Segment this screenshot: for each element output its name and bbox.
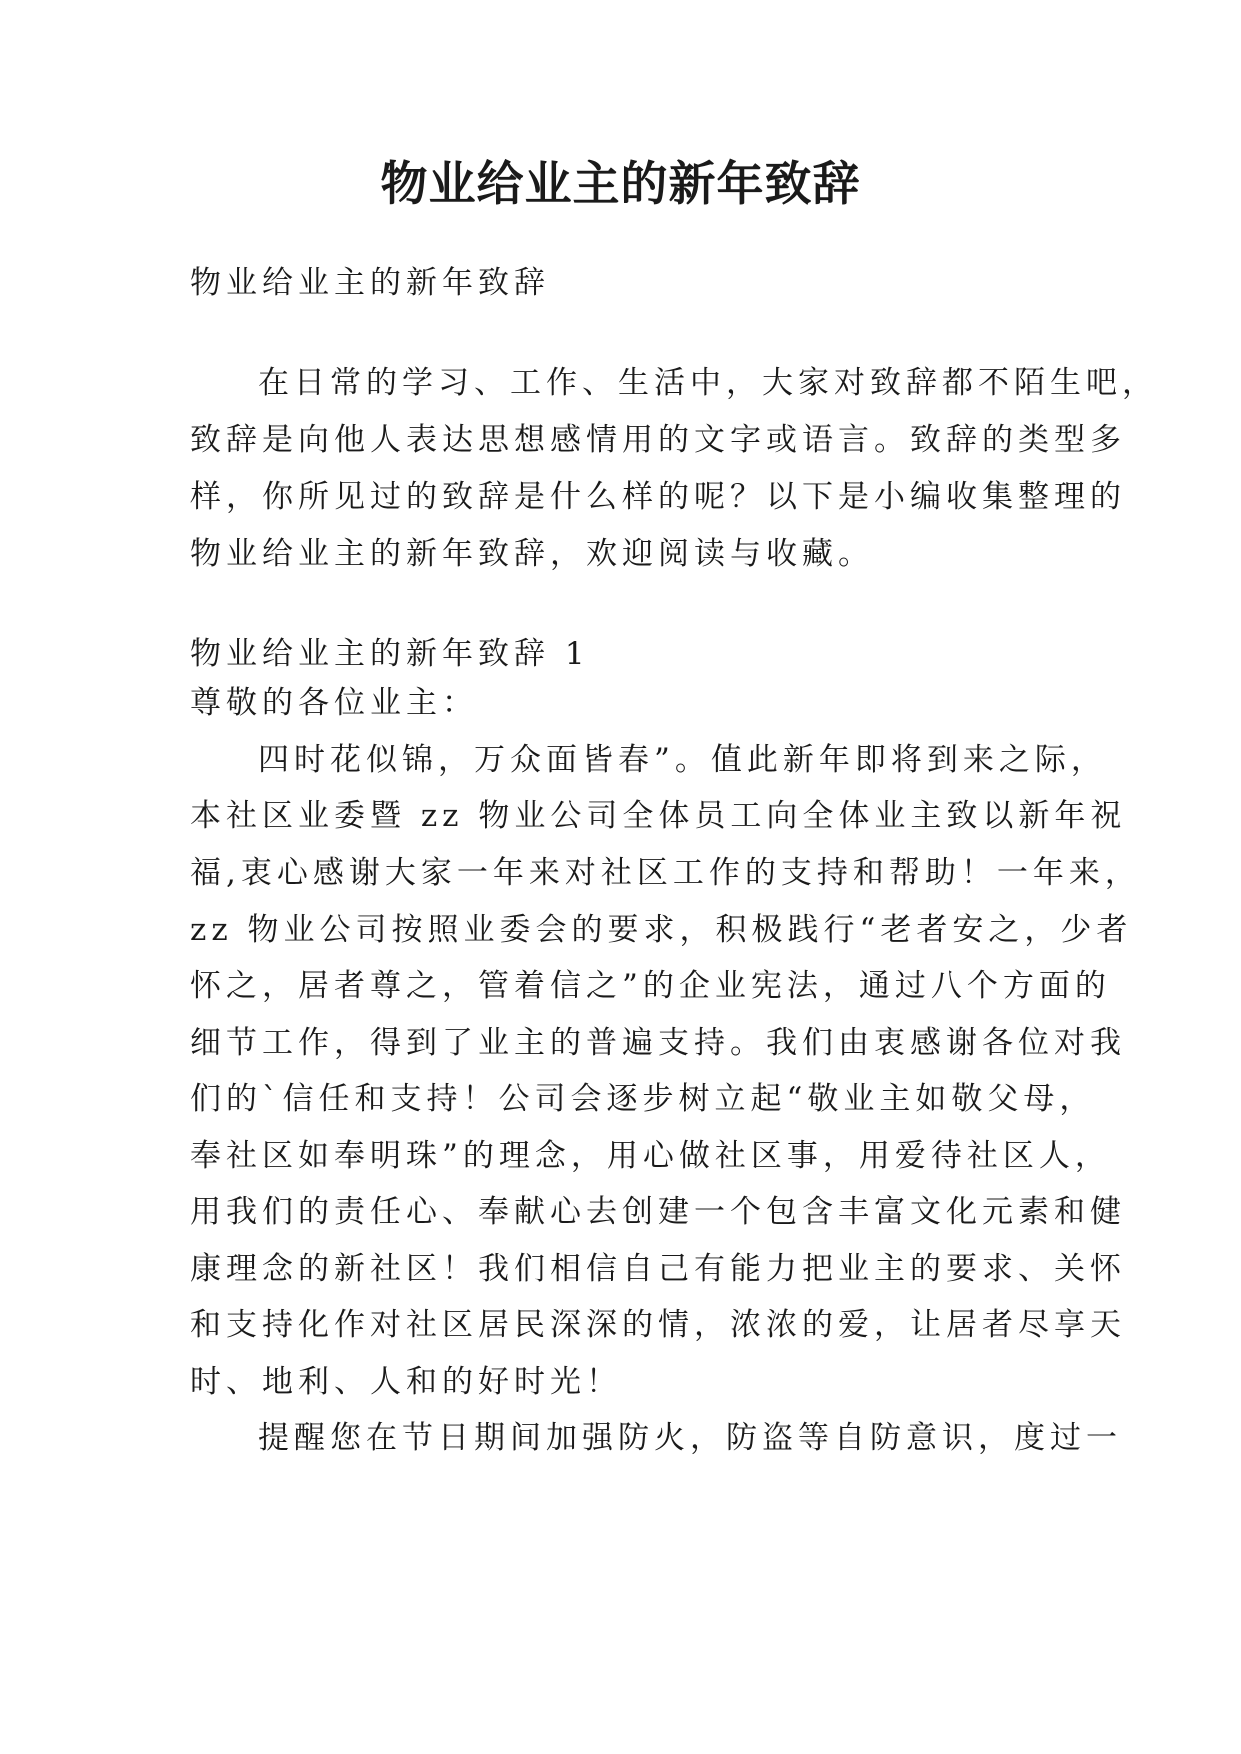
salutation-line: 尊敬的各位业主： [190,685,478,721]
text-line: 在日常的学习、工作、生活中，大家对致辞都不陌生吧， [258,365,1158,401]
document-title: 物业给业主的新年致辞 [380,157,861,212]
text-line: 们的`信任和支持！公司会逐步树立起“敬业主如敬父母， [190,1081,1096,1117]
text-line: 时、地利、人和的好时光！ [190,1364,622,1400]
text-line: 本社区业委暨 zz 物业公司全体员工向全体业主致以新年祝 [190,798,1127,834]
text-line: 四时花似锦，万众面皆春”。值此新年即将到来之际， [258,742,1107,778]
text-line: 和支持化作对社区居民深深的情，浓浓的爱，让居者尽享天 [190,1307,1126,1343]
text-line: 奉社区如奉明珠”的理念，用心做社区事，用爱待社区人， [190,1138,1111,1174]
text-line: 福,衷心感谢大家一年来对社区工作的支持和帮助！一年来， [190,855,1141,891]
text-line: zz 物业公司按照业委会的要求，积极践行“老者安之，少者 [190,912,1133,948]
text-line: 用我们的责任心、奉献心去创建一个包含丰富文化元素和健 [190,1194,1126,1230]
section-heading: 物业给业主的新年致辞 1 [190,636,590,672]
text-line: 提醒您在节日期间加强防火，防盗等自防意识，度过一 [258,1420,1122,1456]
text-line: 怀之，居者尊之，管着信之”的企业宪法，通过八个方面的 [190,968,1111,1004]
text-line: 致辞是向他人表达思想感情用的文字或语言。致辞的类型多 [190,422,1126,458]
text-line: 细节工作，得到了业主的普遍支持。我们由衷感谢各位对我 [190,1025,1126,1061]
text-line: 样，你所见过的致辞是什么样的呢？以下是小编收集整理的 [190,479,1126,515]
text-line: 物业给业主的新年致辞，欢迎阅读与收藏。 [190,536,874,572]
text-line: 康理念的新社区！我们相信自己有能力把业主的要求、关怀 [190,1251,1126,1287]
subtitle-line: 物业给业主的新年致辞 [190,265,550,301]
